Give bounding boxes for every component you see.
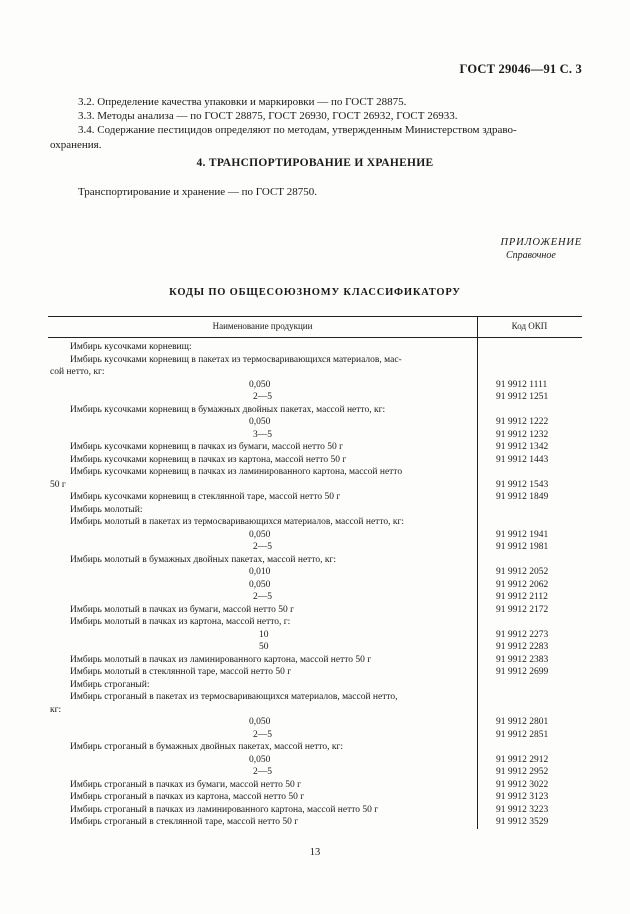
product-name: 2—5 — [253, 542, 272, 552]
section-text: Транспортирование и хранение — по ГОСТ 28750. — [78, 186, 318, 198]
product-name: Имбирь кусочками корневищ в пачках из картона, массой нетто 50 г — [70, 454, 347, 465]
table-row — [50, 416, 582, 429]
table-row — [50, 754, 582, 767]
table-row — [50, 491, 582, 504]
clause-3-4-line1: 3.4. Содержание пестицидов определяют по методам, утвержденным Министерством здраво- — [78, 124, 517, 136]
table-row — [50, 791, 582, 804]
table-row — [50, 504, 582, 517]
okp-code: 91 9912 1543 — [496, 479, 549, 490]
product-name: Имбирь молотый в пачках из ламинированного картона, массой нетто 50 г — [70, 654, 372, 665]
okp-code: 91 9912 2952 — [496, 767, 549, 777]
okp-code: 91 9912 3223 — [496, 804, 549, 815]
okp-code: 91 9912 1981 — [496, 542, 549, 552]
table-row — [50, 604, 582, 617]
table-title: КОДЫ ПО ОБЩЕСОЮЗНОМУ КЛАССИФИКАТОРУ — [169, 287, 461, 298]
column-header-name: Наименование продукции — [212, 321, 313, 331]
product-name: 0,050 — [249, 717, 271, 727]
appendix-label: ПРИЛОЖЕНИЕ — [500, 237, 582, 248]
okp-code: 91 9912 2052 — [496, 567, 549, 577]
product-name: Имбирь строганый в пачках из ламинированного картона, массой нетто 50 г — [70, 804, 379, 815]
product-name: Имбирь молотый в пакетах из термосваривающихся материалов, массой нетто, кг: — [70, 517, 405, 527]
okp-code: 91 9912 1342 — [496, 442, 549, 452]
product-name: 2—5 — [253, 392, 272, 402]
okp-code: 91 9912 2283 — [496, 642, 549, 652]
table-row — [50, 466, 582, 479]
table-row — [50, 454, 582, 467]
product-name: Имбирь молотый: — [70, 504, 143, 515]
table-row — [50, 691, 582, 704]
product-name: Имбирь кусочками корневищ в пачках из бумаги, массой нетто 50 г — [70, 442, 344, 452]
table-row — [50, 566, 582, 579]
clause-3-3: 3.3. Методы анализа — по ГОСТ 28875, ГОСТ 26930, ГОСТ 26932, ГОСТ 26933. — [78, 110, 458, 122]
table-row — [50, 479, 582, 492]
okp-code: 91 9912 2801 — [496, 717, 549, 727]
okp-code: 91 9912 2699 — [496, 667, 549, 677]
product-name: Имбирь кусочками корневищ: — [70, 342, 192, 352]
product-name: 2—5 — [253, 592, 272, 602]
product-name: кг: — [50, 704, 62, 715]
okp-code: 91 9912 1222 — [496, 417, 549, 427]
table-row — [50, 379, 582, 392]
product-name: Имбирь кусочками корневищ в пачках из ламинированного картона, массой нетто — [70, 467, 403, 477]
table-row — [50, 779, 582, 792]
table-row — [50, 654, 582, 667]
product-name: Имбирь строганый в пачках из бумаги, массой нетто 50 г — [70, 779, 302, 790]
okp-code: 91 9912 1849 — [496, 492, 549, 502]
product-name: Имбирь молотый в бумажных двойных пакетах, массой нетто, кг: — [70, 554, 337, 565]
table-row — [50, 529, 582, 542]
okp-code: 91 9912 2383 — [496, 654, 549, 665]
table-row — [50, 579, 582, 592]
table-row — [50, 641, 582, 654]
clause-3-4 — [50, 123, 582, 152]
okp-code: 91 9912 2851 — [496, 729, 549, 740]
column-header-code: Код ОКП — [511, 321, 548, 331]
table-row — [50, 629, 582, 642]
product-name: Имбирь молотый в пачках из картона, массой нетто, г: — [70, 617, 291, 627]
table-row — [50, 666, 582, 679]
table-row — [50, 429, 582, 442]
product-name: Имбирь кусочками корневищ в бумажных двойных пакетах, массой нетто, кг: — [70, 404, 386, 415]
okp-code: 91 9912 3123 — [496, 792, 549, 802]
product-name: 2—5 — [253, 729, 272, 740]
table-row — [50, 441, 582, 454]
product-name: Имбирь строганый в пакетах из термосваривающихся материалов, массой нетто, — [70, 692, 398, 702]
okp-code: 91 9912 3529 — [496, 817, 549, 827]
table-body — [50, 341, 582, 829]
table-row — [50, 516, 582, 529]
product-name: Имбирь молотый в пачках из бумаги, массой нетто 50 г — [70, 604, 294, 615]
product-name: Имбирь молотый в стеклянной таре, массой нетто 50 г — [70, 667, 292, 677]
product-name: 0,050 — [249, 579, 271, 590]
product-name: Имбирь строганый: — [70, 679, 150, 690]
table-row — [50, 404, 582, 417]
table-row — [50, 591, 582, 604]
okp-code: 91 9912 1251 — [496, 392, 549, 402]
table-top-rule — [48, 316, 582, 317]
okp-code: 91 9912 2172 — [496, 604, 549, 615]
product-name: Имбирь строганый в пачках из картона, массой нетто 50 г — [70, 792, 305, 802]
product-name: Имбирь кусочками корневищ в стеклянной таре, массой нетто 50 г — [70, 492, 341, 502]
product-name: 3—5 — [253, 429, 272, 440]
product-name: 50 г — [50, 479, 66, 490]
table-row — [50, 679, 582, 692]
table-row — [50, 766, 582, 779]
product-name: Имбирь строганый в бумажных двойных пакетах, массой нетто, кг: — [70, 742, 344, 752]
okp-code: 91 9912 1111 — [496, 379, 548, 390]
clause-3-4-line2: охранения. — [50, 138, 102, 151]
table-header-rule — [48, 337, 582, 338]
table-row — [50, 366, 582, 379]
table-row — [50, 541, 582, 554]
product-name: 0,050 — [249, 529, 271, 540]
okp-code: 91 9912 3022 — [496, 779, 549, 790]
table-row — [50, 354, 582, 367]
product-name: 0,050 — [249, 754, 271, 765]
product-name: Имбирь строганый в стеклянной таре, массой нетто 50 г — [70, 817, 299, 827]
table-row — [50, 716, 582, 729]
product-name: 50 — [259, 642, 269, 652]
product-name: 2—5 — [253, 767, 272, 777]
okp-code: 91 9912 1443 — [496, 454, 549, 465]
okp-code: 91 9912 2112 — [496, 592, 548, 602]
product-name: 0,050 — [249, 417, 271, 427]
okp-code: 91 9912 2273 — [496, 629, 549, 640]
table-row — [50, 704, 582, 717]
table-row — [50, 816, 582, 829]
table-row — [50, 616, 582, 629]
product-name: Имбирь кусочками корневищ в пакетах из термосваривающихся материалов, мас- — [70, 354, 402, 365]
product-name: 10 — [259, 629, 269, 640]
okp-code: 91 9912 1941 — [496, 529, 549, 540]
product-name: сой нетто, кг: — [50, 367, 105, 377]
appendix-type: Справочное — [506, 250, 556, 261]
clause-3-2: 3.2. Определение качества упаковки и маркировки — по ГОСТ 28875. — [78, 96, 407, 108]
okp-code: 91 9912 2912 — [496, 754, 549, 765]
okp-code: 91 9912 2062 — [496, 579, 549, 590]
page-number: 13 — [309, 847, 321, 858]
table-row — [50, 341, 582, 354]
table-row — [50, 741, 582, 754]
table-row — [50, 729, 582, 742]
section-title: 4. ТРАНСПОРТИРОВАНИЕ И ХРАНЕНИЕ — [196, 157, 434, 169]
okp-code: 91 9912 1232 — [496, 429, 549, 440]
table-row — [50, 804, 582, 817]
product-name: 0,050 — [249, 379, 271, 390]
table-row — [50, 554, 582, 567]
table-row — [50, 391, 582, 404]
document-reference: ГОСТ 29046—91 С. 3 — [459, 62, 582, 76]
product-name: 0,010 — [249, 567, 271, 577]
